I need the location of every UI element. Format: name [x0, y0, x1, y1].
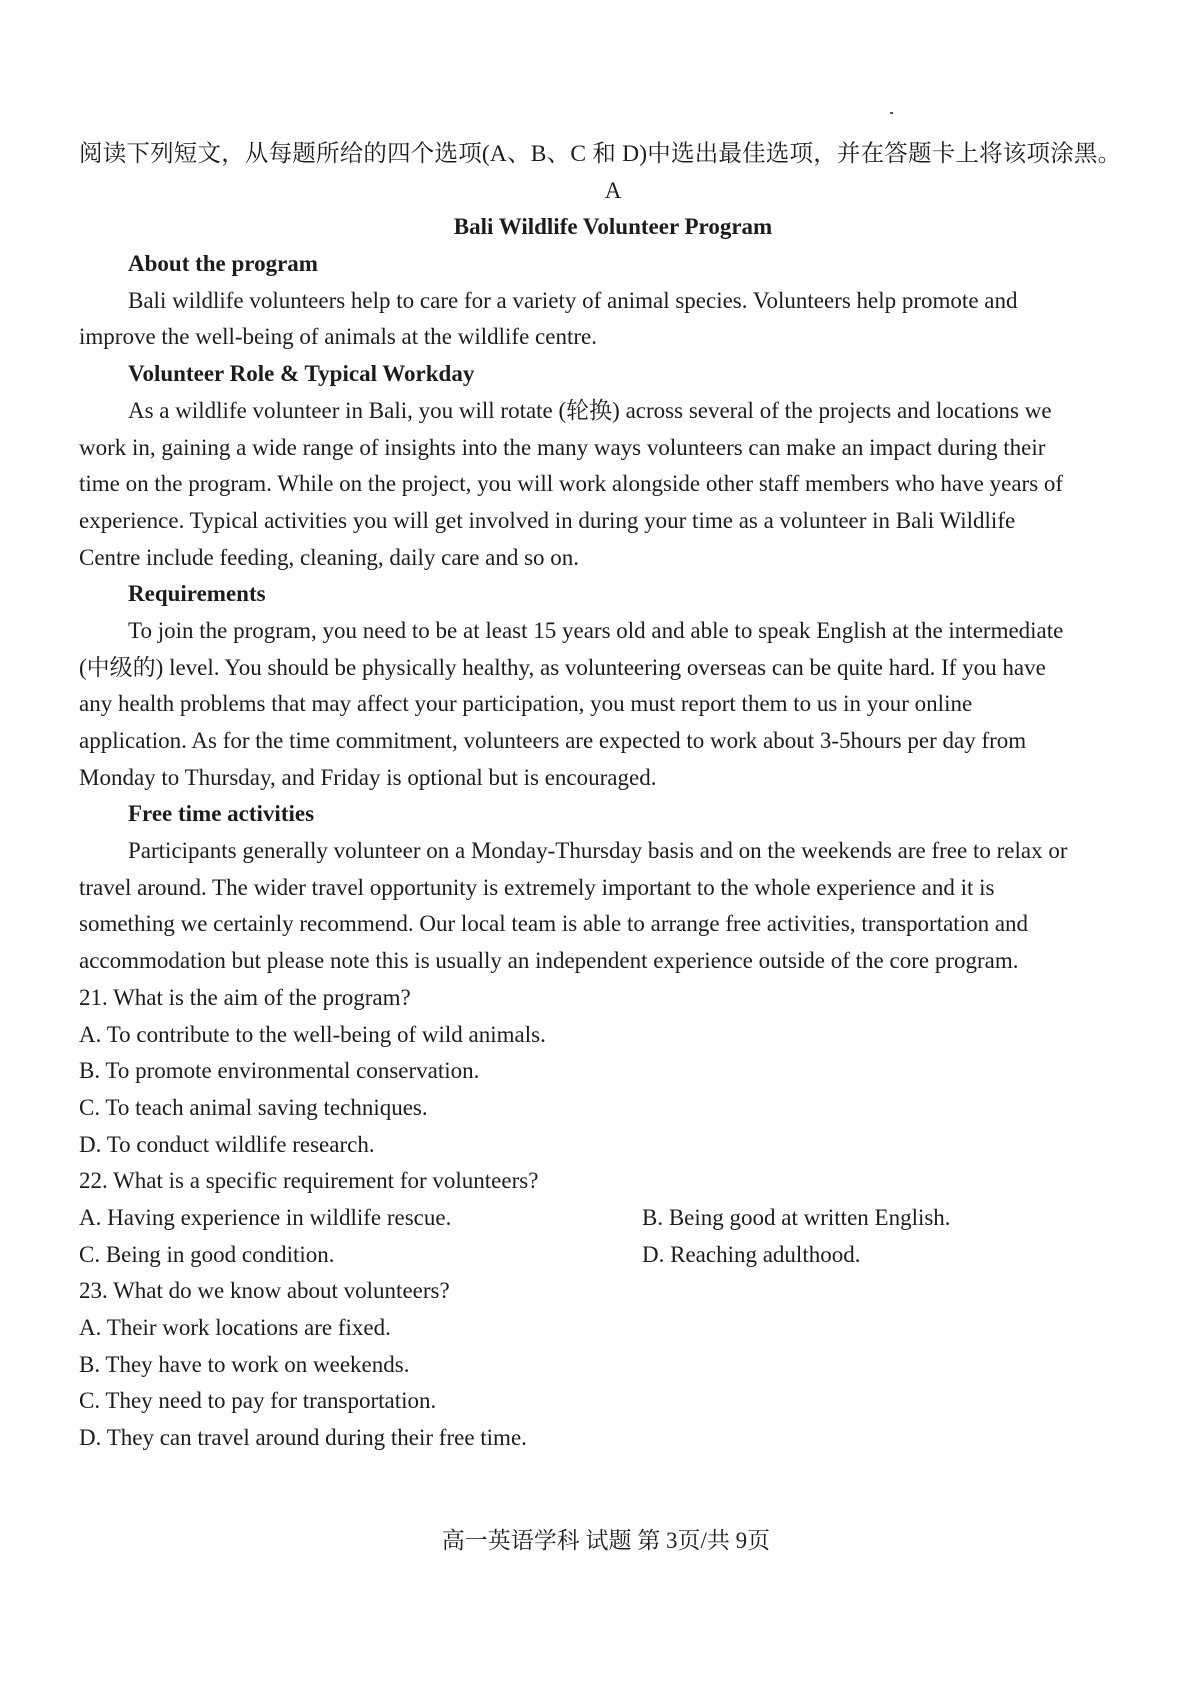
scan-speck	[890, 112, 893, 114]
question-22-options-row	[79, 1200, 1129, 1237]
free-time-heading: Free time activities	[128, 801, 315, 827]
question-23-option-b: B. They have to work on weekends.	[79, 1351, 410, 1377]
reading-section	[79, 136, 1129, 1457]
free-time-paragraph-line: Participants generally volunteer on a Monday-Thursday basis and on the weekends are free to relax or	[128, 838, 1068, 864]
requirements-paragraph-line: Monday to Thursday, and Friday is optional but is encouraged.	[79, 764, 657, 790]
question-22-option-b: B. Being good at written English.	[642, 1204, 951, 1230]
requirements-heading: Requirements	[128, 581, 266, 607]
role-paragraph-line: time on the program. While on the project, you will work alongside other staff members who have years of	[79, 471, 1064, 497]
question-23-option-a: A. Their work locations are fixed.	[79, 1315, 391, 1340]
free-time-paragraph-line: something we certainly recommend. Our local team is able to arrange free activities, transportation and	[79, 911, 1029, 937]
question-21-option-c: C. To teach animal saving techniques.	[79, 1094, 428, 1120]
role-paragraph-line: As a wildlife volunteer in Bali, you will rotate (轮换) across several of the projects and locations we	[128, 397, 1052, 423]
about-paragraph-line: Bali wildlife volunteers help to care for a variety of animal species. Volunteers help promote and	[128, 287, 1018, 313]
question-21-option-d: D. To conduct wildlife research.	[79, 1131, 375, 1157]
role-paragraph-line: Centre include feeding, cleaning, daily care and so on.	[79, 544, 580, 570]
requirements-paragraph-line: application. As for the time commitment, volunteers are expected to work about 3-5hours per day from	[79, 728, 1027, 753]
question-21-option-b: B. To promote environmental conservation.	[79, 1058, 480, 1084]
requirements-paragraph-line: any health problems that may affect your participation, you must report them to us in your online	[79, 691, 973, 717]
free-time-paragraph-line: travel around. The wider travel opportunity is extremely important to the whole experience and it is	[79, 874, 995, 900]
question-23-option-d: D. They can travel around during their free time.	[79, 1425, 527, 1451]
about-heading: About the program	[128, 251, 318, 277]
section-letter: A	[604, 177, 622, 203]
question-23-stem: 23. What do we know about volunteers?	[79, 1278, 450, 1304]
question-22-options-row	[79, 1237, 1129, 1274]
requirements-paragraph-line: (中级的) level. You should be physically healthy, as volunteering overseas can be quite hard. If you have	[79, 654, 1046, 680]
free-time-paragraph-line: accommodation but please note this is usually an independent experience outside of the core program.	[79, 948, 1019, 974]
role-heading: Volunteer Role & Typical Workday	[128, 361, 475, 387]
role-paragraph-line: work in, gaining a wide range of insights into the many ways volunteers can make an impact during their	[79, 434, 1046, 460]
question-21-stem: 21. What is the aim of the program?	[79, 984, 411, 1010]
question-21-option-a: A. To contribute to the well-being of wild animals.	[79, 1021, 546, 1047]
question-23-option-c: C. They need to pay for transportation.	[79, 1388, 437, 1414]
question-22-option-d: D. Reaching adulthood.	[642, 1241, 861, 1267]
passage-title: Bali Wildlife Volunteer Program	[453, 214, 773, 240]
question-22-option-a: A. Having experience in wildlife rescue.	[79, 1204, 452, 1230]
question-22-stem: 22. What is a specific requirement for volunteers?	[79, 1168, 539, 1194]
page-footer: 高一英语学科 试题 第 3页/共 9页	[441, 1528, 771, 1553]
about-paragraph-line: improve the well-being of animals at the wildlife centre.	[79, 324, 597, 350]
requirements-paragraph-line: To join the program, you need to be at least 15 years old and able to speak English at the intermediate	[128, 617, 1064, 643]
instruction-text: 阅读下列短文，从每题所给的四个选项(A、B、C 和 D)中选出最佳选项，并在答题卡上将该项涂黑。	[79, 141, 1122, 167]
question-22-option-c: C. Being in good condition.	[79, 1241, 335, 1267]
role-paragraph-line: experience. Typical activities you will get involved in during your time as a volunteer in Bali Wildlife	[79, 507, 1016, 533]
